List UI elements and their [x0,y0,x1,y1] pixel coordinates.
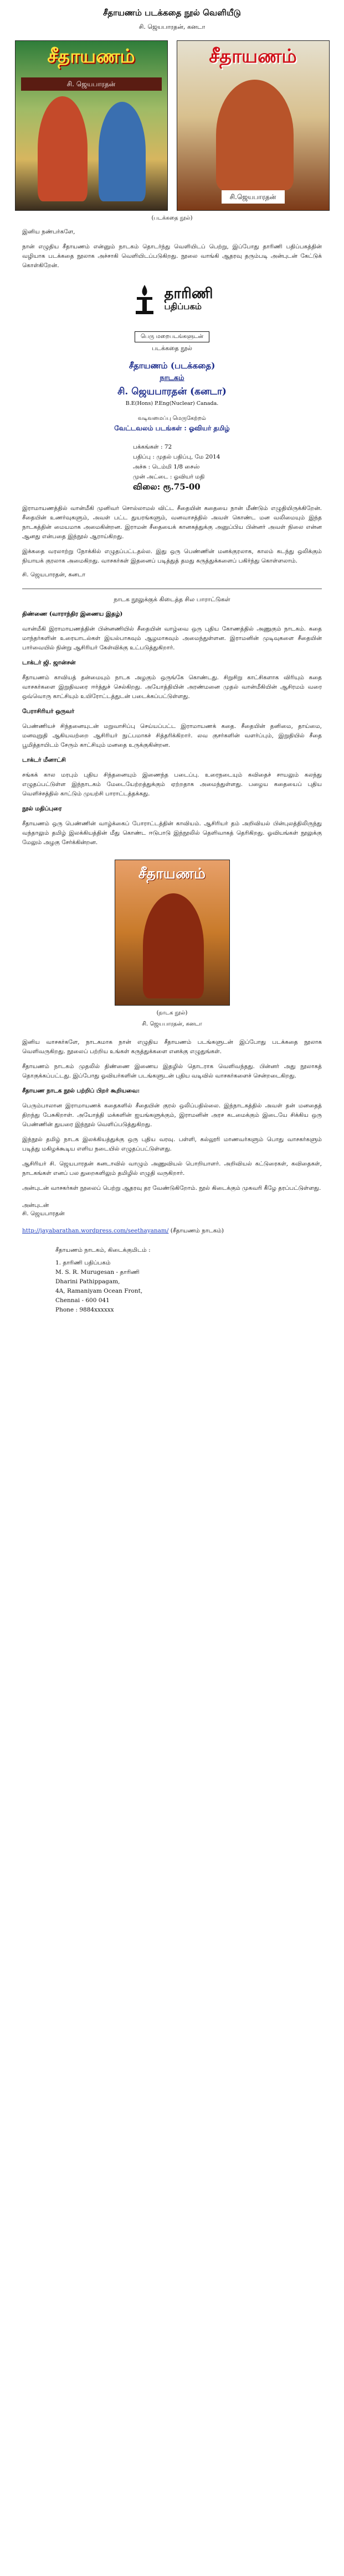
covers-caption: (படக்கதை நூல்) [151,215,193,221]
review-3-text: பெண்ணியச் சிந்தனையுடன் மறுவாசிப்பு செய்யப்பட்ட இராமாயணக் கதை. சீதையின் தனிமை, தாய்மை, மனவுறுதி ஆகியவற்றை ஆசிரியர் நுட்பமாகச் சித்தரிக்கிறார். லவ குசர்களின் வளர்ப்பும், இறுதியில் சீதை பூமித்தாயிடம் சேரும் காட்சியும் மனதை உருக்குகின்றன. [22,723,322,748]
review-1-source: திண்ணை (வாராந்திர இணைய இதழ்) [22,611,123,617]
cover-image-drama [115,860,230,1006]
tail-sign-1: அன்புடன் [22,1202,49,1209]
article-link-line [22,1227,322,1235]
cover-figure-woman [38,96,88,201]
author-degrees: B.E(Hons) P.Eng(Nuclear) Canada. [125,400,219,407]
body-paragraph-2: இக்கதை வரலாற்று நோக்கில் எழுதப்பட்டதல்ல. இது ஒரு பெண்ணின் மனக்குரலாக, காலம் கடந்து ஒலிக்கும் நியாயக் குரலாக அமைகிறது. வாசகர்கள் இதனைப் படித்துத் தமது கருத்துக்களைப் பகிர்ந்து கொள்ளலாம். [22,548,322,564]
tail-heading: சீதாயண நாடக நூல் பற்றிப் பிறர் கூறியவை: [22,1087,140,1094]
tail-paragraph-2: சீதாயணம் நாடகம் முதலில் திண்ணை இணைய இதழில் தொடராக வெளிவந்தது. பின்னர் அது நூலாகத் தொகுக்கப்பட்டது. இப்போது ஓவியர்களின் படங்களுடன் புதிய வடிவில் வாசகர்களைச் சென்றடைகிறது. [22,1063,322,1079]
detail-edition: பதிப்பு : முதல் பதிப்பு, மே 2014 [133,454,220,460]
review-2-text: சீதாயணம் காவியத் தன்மையும் நாடக அழகும் ஒருங்கே கொண்டது. சிறுசிறு காட்சிகளாக விரியும் கதை வாசகர்களை இறுதிவரை ஈர்த்துச் செல்கிறது. அயோத்தியின் அரண்மனை முதல் வான்மீகியின் ஆசிரமம் வரை ஒவ்வொரு காட்சியும் உயிரோட்டத்துடன் படைக்கப்பட்டுள்ளது. [22,674,322,700]
body-paragraph-1: இராமாயணத்தில் வான்மீகி முனிவர் சொல்லாமல் விட்ட சீதையின் கதையை நான் மீண்டும் எழுதியிருக்கிறேன். சீதையின் உணர்வுகளும், அவள் பட்ட துயரங்களும், வனவாசத்தில் அவள் கொண்ட மன வலிமையும் இந்த நாடகத்தின் மையமாக அமைகின்றன. இராமன் சீதையைக் கானகத்துக்கு அனுப்பிய பின்னர் அவள் நிலை என்ன ஆனது என்பதை இந்நூல் ஆராய்கிறது. [22,505,322,540]
cover3-figure [143,893,204,998]
artist-label: வடிவமைப்பு மெருகேற்றம் [138,415,206,421]
lamp-logo-icon [131,283,158,316]
tail-paragraph-6: அன்புடன் வாசகர்கள் நூலைப் பெற்று ஆதரவு தர வேண்டுகிறோம். நூல் கிடைக்கும் முகவரி கீழே தரப்பட்டுள்ளது. [22,1185,321,1191]
artist-line: வேட்டவலம் படங்கள் : ஓவியர் தமிழ் [114,424,230,432]
reviews-heading: நாடக நூலுக்குக் கிடைத்த சில பாராட்டுகள் [114,596,230,603]
body-signature: சி. ஜெயபாரதன், கனடா [22,571,85,578]
publisher-line1: பெரு மறைபடங்களுடன் [135,331,209,342]
cover3-title: சீதாயணம் [138,866,206,882]
footer-line-5: Chennai - 600 041 [55,1297,110,1304]
book-covers [0,40,344,211]
tail-paragraph-5: ஆசிரியர் சி. ஜெயபாரதன் கனடாவில் வாழும் அணுவியல் பொறியாளர். அறிவியல் கட்டுரைகள், கவிதைகள், நாடகங்கள் எனப் பல துறைகளிலும் தமிழில் எழுதி வருகிறார். [22,1160,322,1177]
publisher-line2: படக்கதை நூல் [152,345,192,352]
cover-image-left [15,40,168,211]
book-title: சீதாயணம் (படக்கதை) [129,361,215,371]
book-details [133,442,344,492]
publisher-sub: பதிப்பகம் [164,301,202,311]
cover-left-title: சீதாயணம் [47,45,135,67]
review-2-source: டாக்டர் ஜி. ஜான்சன் [22,659,76,666]
cover-image-right [177,40,330,211]
review-5-text: சீதாயணம் ஒரு பெண்ணின் வாழ்க்கைப் போராட்டத்தின் காவியம். ஆசிரியர் தம் அறிவியல் பின்புலத்திலிருந்து வந்தாலும் தமிழ் இலக்கியத்தின் மீது கொண்ட ஈடுபாடு இந்நூலில் தெளிவாகத் தெரிகிறது. ஓவியங்கள் நூலுக்கு மேலும் அழகு சேர்க்கின்றன. [22,820,322,846]
intro-greeting: இனிய நண்பர்களே, [22,228,75,235]
intro-paragraph: நான் எழுதிய சீதாயணம் என்னும் நாடகம் தொடர்ந்து வெளியிடப் பெற்று, இப்போது தாரிணி பதிப்பகத்தின் வழியாக படக்கதை நூலாக அச்சாகி வெளியிடப்படுகிறது. நூலை வாங்கி ஆதரவு தரும்படி அன்புடன் கேட்டுக் கொள்கிறேன். [22,243,322,269]
publisher-name: தாரிணி [164,285,213,302]
tail-paragraph-1: இனிய வாசகர்களே, நாடகமாக நான் எழுதிய சீதாயணம் படங்களுடன் இப்போது படக்கதை நூலாக வெளிவருகிறது. நூலைப் பற்றிய உங்கள் கருத்துக்களை எனக்கு எழுதுங்கள். [22,1039,322,1055]
cover-right-author: சி.ஜெயபாரதன் [222,190,285,204]
article-link-suffix: (சீதாயணம் நாடகம்) [168,1227,224,1234]
book-author: சி. ஜெயபாரதன் (கனடா) [117,386,227,397]
tail-sign-2: சி. ஜெயபாரதன் [22,1210,65,1217]
header-author: சி. ஜெயபாரதன், கனடா [138,23,206,30]
book-subtitle: நாடகம் [160,374,184,382]
publisher-block [0,283,344,316]
cover3-author: சி. ஜெயபாரதன், கனடா [142,1021,202,1027]
footer-line-4: 4A, Ramaniyam Ocean Front, [55,1288,143,1294]
cover-left-author: சி. ஜெயபாரதன் [21,77,162,91]
tail-paragraph-4: இந்நூல் தமிழ் நாடக இலக்கியத்துக்கு ஒரு புதிய வரவு. பள்ளி, கல்லூரி மாணவர்களும் பொது வாசகர்களும் படித்து மகிழக்கூடிய எளிய நடையில் எழுதப்பட்டுள்ளது. [22,1136,322,1152]
footer-line-3: Dharini Pathippagam, [55,1278,120,1285]
cover-figure-man [99,102,146,201]
detail-size: அச்சு : டெம்மி 1/8 சைஸ் [133,464,200,470]
article-link[interactable]: http://jayabarathan.wordpress.com/seethayanam/ [22,1227,169,1234]
detail-price: விலை: ரூ.75-00 [133,482,201,492]
tail-paragraph-3: பெரும்பாலான இராமாயணக் கதைகளில் சீதையின் குரல் ஒலிப்பதில்லை. இந்நாடகத்தில் அவள் தன் மனதைத் திறந்து பேசுகிறாள். அயோத்தி மக்களின் ஐயங்களுக்கும், இராமனின் அரச கடமைக்கும் இடையே சிக்கிய ஒரு பெண்ணின் துயரை இந்நூல் வெளிப்படுத்துகிறது. [22,1102,322,1128]
cover-right-title: சீதாயணம் [209,45,297,67]
availability-block [55,1246,344,1315]
footer-line-2: M. S. R. Murugesan - தாரிணி [55,1269,140,1276]
page-title: சீதாயணம் படக்கதை நூல் வெளியீடு [103,8,241,18]
footer-heading: சீதாயணம் நாடகம், கிடைக்குமிடம் : [55,1247,151,1253]
review-4-source: டாக்டர் மீனாட்சி [22,757,66,763]
review-3-source: பேராசிரியர் ஒருவர் [22,708,75,715]
review-5-source: நூல் மதிப்புரை [22,805,62,812]
cover-figure-portrait [216,80,294,190]
cover3-caption: (நாடக நூல்) [156,1010,188,1016]
footer-line-1: 1. தாரிணி பதிப்பகம் [55,1260,111,1266]
detail-cover: முன் அட்டை : ஓவியர் மதி [133,473,205,480]
footer-line-6: Phone : 9884xxxxxx [55,1307,114,1313]
review-4-text: சங்கக் கால மரபும் புதிய சிந்தனையும் இணைந்த படைப்பு. உரைநடையும் கவிதைச் சாயலும் கலந்து எழுதப்பட்டுள்ள இந்நாடகம் மேடையேற்றத்துக்கும் ஏற்றதாக அமைந்துள்ளது. பழைய கதையைப் புதிய வெளிச்சத்தில் காட்டும் முயற்சி பாராட்டத்தக்கது. [22,772,322,797]
detail-pages: பக்கங்கள் : 72 [133,444,172,450]
review-1-text: வான்மீகி இராமாயணத்தின் பின்னணியில் சீதையின் வாழ்வை ஒரு புதிய கோணத்தில் அணுகும் நாடகம். கதை மாந்தர்களின் உரையாடல்கள் இயல்பாகவும் ஆழமாகவும் அமைந்துள்ளன. இராமனின் முடிவுகளை சீதையின் பார்வையில் நின்று ஆசிரியர் கேள்விக்கு உட்படுத்துகிறார். [22,626,322,651]
